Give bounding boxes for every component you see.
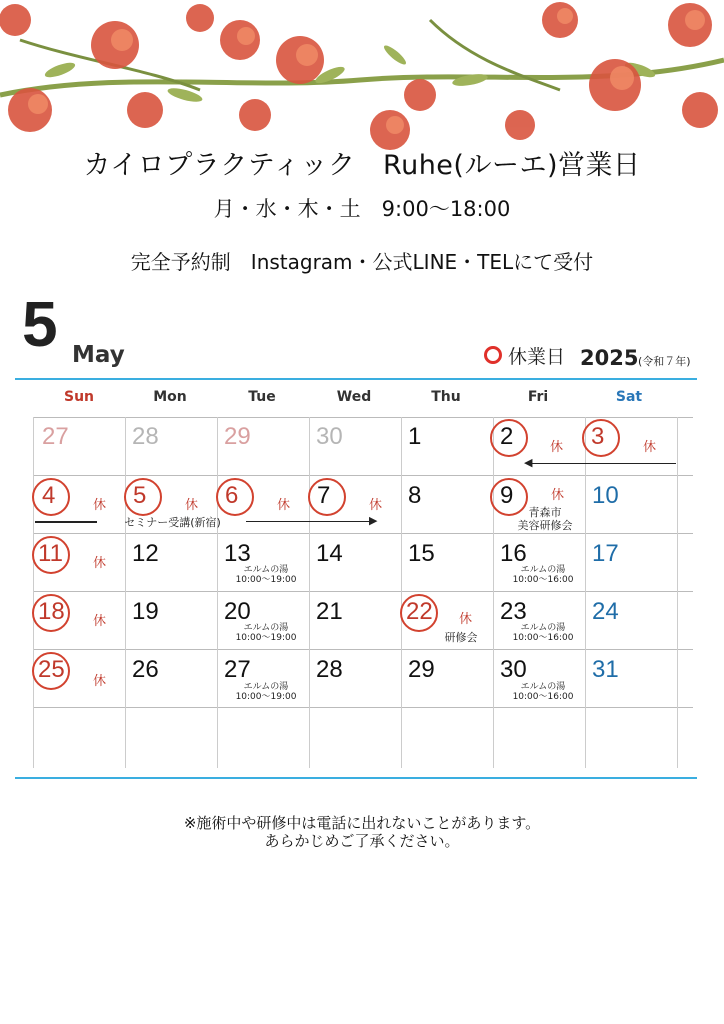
arrow-left-icon: ◀	[524, 456, 533, 469]
weekday-sat: Sat	[615, 389, 643, 405]
day-6: 6	[225, 482, 239, 509]
weekday-sun: Sun	[63, 389, 95, 405]
day-19: 19	[132, 598, 159, 625]
day-15: 15	[408, 540, 435, 567]
day-9: 9	[500, 482, 514, 509]
day-12: 12	[132, 540, 159, 567]
event-erumu-hours: 10:00〜19:00	[235, 575, 297, 585]
day-17: 17	[592, 540, 619, 567]
day-23: 23	[500, 598, 527, 625]
grid-line	[33, 417, 34, 768]
event-erumu-hours: 10:00〜19:00	[235, 692, 297, 702]
arrow-right-icon: ▶	[369, 514, 378, 527]
month-number: 5	[22, 288, 58, 360]
closed-mark: 休	[369, 498, 383, 513]
day-26: 26	[132, 656, 159, 683]
day-13: 13	[224, 540, 251, 567]
event-kenshukai: 研修会	[444, 631, 478, 644]
closed-mark: 休	[93, 674, 107, 689]
calendar-bottom-rule	[15, 777, 697, 779]
day-3: 3	[591, 423, 605, 450]
day-8: 8	[408, 482, 422, 509]
event-erumu: エルムの湯	[243, 682, 289, 692]
day-21: 21	[316, 598, 343, 625]
closed-mark: 休	[550, 440, 564, 455]
footer-note-line-2: あらかじめご了承ください。	[264, 832, 460, 850]
grid-line	[33, 475, 693, 476]
event-erumu: エルムの湯	[520, 565, 566, 575]
arrow-line	[528, 463, 676, 464]
closed-mark: 休	[185, 498, 199, 513]
closed-mark: 休	[643, 440, 657, 455]
day-prev-27: 27	[42, 423, 69, 450]
day-7: 7	[317, 482, 331, 509]
seminar-span-line	[35, 521, 97, 523]
day-4: 4	[42, 482, 56, 509]
closed-mark: 休	[93, 556, 107, 571]
grid-line	[493, 417, 494, 768]
grid-line	[217, 417, 218, 768]
event-aomori-city: 青森市	[528, 506, 562, 519]
grid-line	[33, 417, 693, 418]
event-erumu: エルムの湯	[520, 682, 566, 692]
closed-mark: 休	[277, 498, 291, 513]
day-16: 16	[500, 540, 527, 567]
day-30: 30	[500, 656, 527, 683]
day-11: 11	[38, 540, 63, 567]
closed-mark: 休	[459, 612, 473, 627]
business-hours: 月・水・木・土 9:00〜18:00	[213, 197, 511, 221]
day-prev-28: 28	[132, 423, 159, 450]
footer-note-line-1: ※施術中や研修中は電話に出れないことがあります。	[183, 814, 541, 832]
reservation-info: 完全予約制 Instagram・公式LINE・TELにて受付	[130, 250, 594, 274]
closed-day-legend-circle-icon	[484, 346, 502, 364]
closed-mark: 休	[551, 488, 565, 503]
event-erumu-hours: 10:00〜16:00	[512, 575, 574, 585]
grid-line	[33, 591, 693, 592]
event-erumu: エルムの湯	[243, 623, 289, 633]
floral-header-illustration	[0, 0, 724, 160]
month-name: May	[72, 342, 125, 368]
grid-line	[309, 417, 310, 768]
day-14: 14	[316, 540, 343, 567]
weekday-wed: Wed	[336, 389, 372, 405]
page-title: カイロプラクティック Ruhe(ルーエ)営業日	[83, 150, 641, 181]
year: 2025	[580, 346, 639, 370]
closed-mark: 休	[93, 498, 107, 513]
event-erumu-hours: 10:00〜19:00	[235, 633, 297, 643]
event-erumu: エルムの湯	[520, 623, 566, 633]
day-27: 27	[224, 656, 251, 683]
event-aomori-workshop: 美容研修会	[517, 519, 573, 532]
event-erumu-hours: 10:00〜16:00	[512, 692, 574, 702]
day-prev-29: 29	[224, 423, 251, 450]
event-seminar: セミナー受講(新宿)	[124, 516, 221, 529]
grid-line	[677, 417, 678, 768]
day-22: 22	[406, 598, 433, 625]
day-1: 1	[408, 423, 422, 450]
grid-line	[33, 707, 693, 708]
closed-day-legend-label: 休業日	[508, 346, 566, 368]
day-24: 24	[592, 598, 619, 625]
day-10: 10	[592, 482, 619, 509]
grid-line	[401, 417, 402, 768]
weekday-thu: Thu	[431, 389, 461, 405]
event-erumu-hours: 10:00〜16:00	[512, 633, 574, 643]
grid-line	[33, 649, 693, 650]
weekday-mon: Mon	[153, 389, 187, 405]
weekday-fri: Fri	[527, 389, 549, 405]
arrow-line	[246, 521, 372, 522]
day-20: 20	[224, 598, 251, 625]
day-25: 25	[38, 656, 65, 683]
event-erumu: エルムの湯	[243, 565, 289, 575]
day-31: 31	[592, 656, 619, 683]
closed-mark: 休	[93, 614, 107, 629]
grid-line	[33, 533, 693, 534]
day-5: 5	[133, 482, 147, 509]
weekday-tue: Tue	[248, 389, 276, 405]
calendar-top-rule	[15, 378, 697, 380]
grid-line	[585, 417, 586, 768]
grid-line	[125, 417, 126, 768]
day-2: 2	[500, 423, 514, 450]
day-28: 28	[316, 656, 343, 683]
japanese-era: (令和７年)	[638, 355, 691, 368]
day-18: 18	[38, 598, 65, 625]
day-prev-30: 30	[316, 423, 343, 450]
day-29: 29	[408, 656, 435, 683]
